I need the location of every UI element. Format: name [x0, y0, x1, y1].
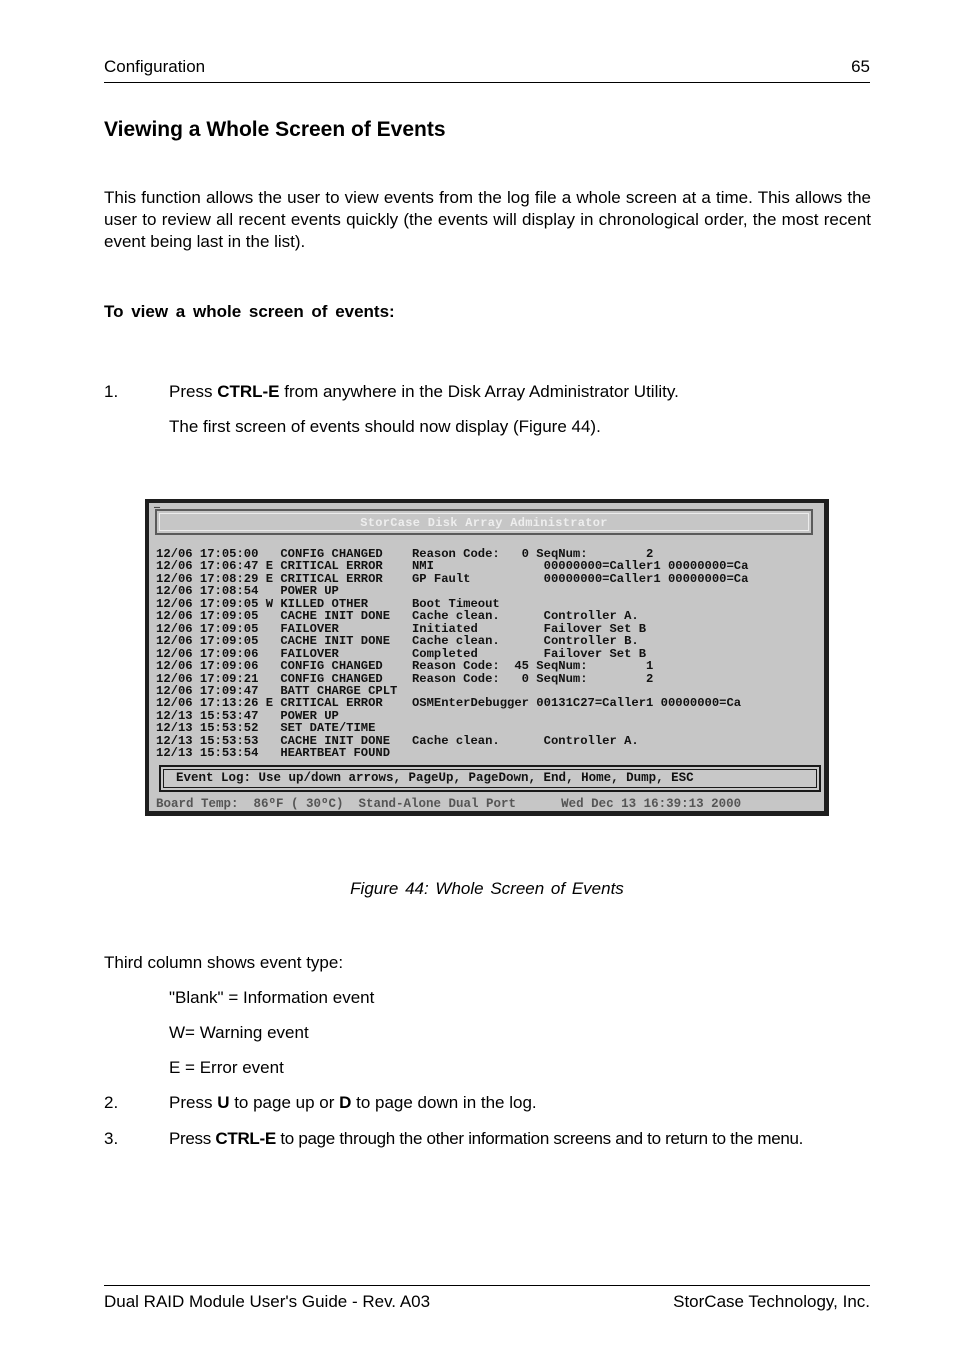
section-title: Viewing a Whole Screen of Events [104, 118, 446, 141]
page-header [104, 56, 870, 83]
terminal-corner-mark: — [154, 503, 161, 514]
procedure-heading: To view a whole screen of events: [104, 302, 395, 321]
step-1-text: Press CTRL-E from anywhere in the Disk Array Administrator Utility. [169, 382, 679, 401]
event-type-warning: W= Warning event [169, 1023, 309, 1042]
step-1-number: 1. [104, 382, 119, 401]
step-1-key: CTRL-E [217, 382, 280, 401]
step-3-text: Press CTRL-E to page through the other information screens and to return to the menu. [169, 1129, 804, 1148]
terminal-screen [149, 503, 824, 811]
footer-document-title: Dual RAID Module User's Guide - Rev. A03 [104, 1292, 431, 1311]
terminal-title: StorCase Disk Array Administrator [159, 513, 809, 531]
event-type-blank: "Blank" = Information event [169, 988, 375, 1007]
help-bar [159, 765, 821, 792]
help-text: Event Log: Use up/down arrows, PageUp, PageDown, End, Home, Dump, ESC [163, 769, 817, 788]
step-2-number: 2. [104, 1093, 119, 1112]
terminal-title-bar [154, 503, 813, 535]
step-3-number: 3. [104, 1129, 119, 1148]
event-type-intro: Third column shows event type: [104, 953, 344, 972]
step-2-text: Press U to page up or D to page down in the log. [169, 1093, 537, 1112]
header-section: Configuration [104, 57, 206, 76]
figure-caption: Figure 44: Whole Screen of Events [350, 879, 624, 898]
intro-paragraph: This function allows the user to view events from the log file a whole screen at a time. This allows the user to review all recent events quickly (the events will display in chronological order, the most recent event being last in the list). [104, 188, 871, 251]
header-page-number: 65 [851, 57, 870, 76]
page-footer [104, 1285, 870, 1316]
event-log-list: 12/06 17:05:00 CONFIG CHANGED Reason Code: 0 SeqNum: 2 12/06 17:06:47 E CRITICAL ERROR NMI 00000000=Caller1 00000000=Ca 12/06 17:08:29 E CRITICAL ERROR GP Fault 00000000=Caller1 00000000=Ca 12/06 17:08:54 POWER UP 12/06 17:09:05 W KILLED OTHER Boot Timeout 12/06 17:09:05 CACHE INIT DONE Cache clean. Controller A. 12/06 17:09:05 FAILOVER Initiated Failover Set B 12/06 17:09:05 CACHE INIT DONE Cache clean. Controller B. 12/06 17:09:06 FAILOVER Completed Failover Set B 12/06 17:09:06 CONFIG CHANGED Reason Code: 45 SeqNum: 1 12/06 17:09:21 CONFIG CHANGED Reason Code: 0 SeqNum: 2 12/06 17:09:47 BATT CHARGE CPLT 12/06 17:13:26 E CRITICAL ERROR OSMEnterDebugger 00131C27=Caller1 00000000=Ca 12/13 15:53:47 POWER UP 12/13 15:53:52 SET DATE/TIME 12/13 15:53:53 CACHE INIT DONE Cache clean. Controller A. 12/13 15:53:54 HEARTBEAT FOUND [156, 547, 749, 761]
footer-company: StorCase Technology, Inc. [673, 1292, 870, 1311]
status-line: Board Temp: 86ºF ( 30ºC) Stand-Alone Dual Port Wed Dec 13 16:39:13 2000 [156, 797, 742, 811]
terminal-screenshot [145, 499, 829, 816]
event-type-error: E = Error event [169, 1058, 284, 1077]
step-1-note: The first screen of events should now display (Figure 44). [169, 417, 601, 436]
